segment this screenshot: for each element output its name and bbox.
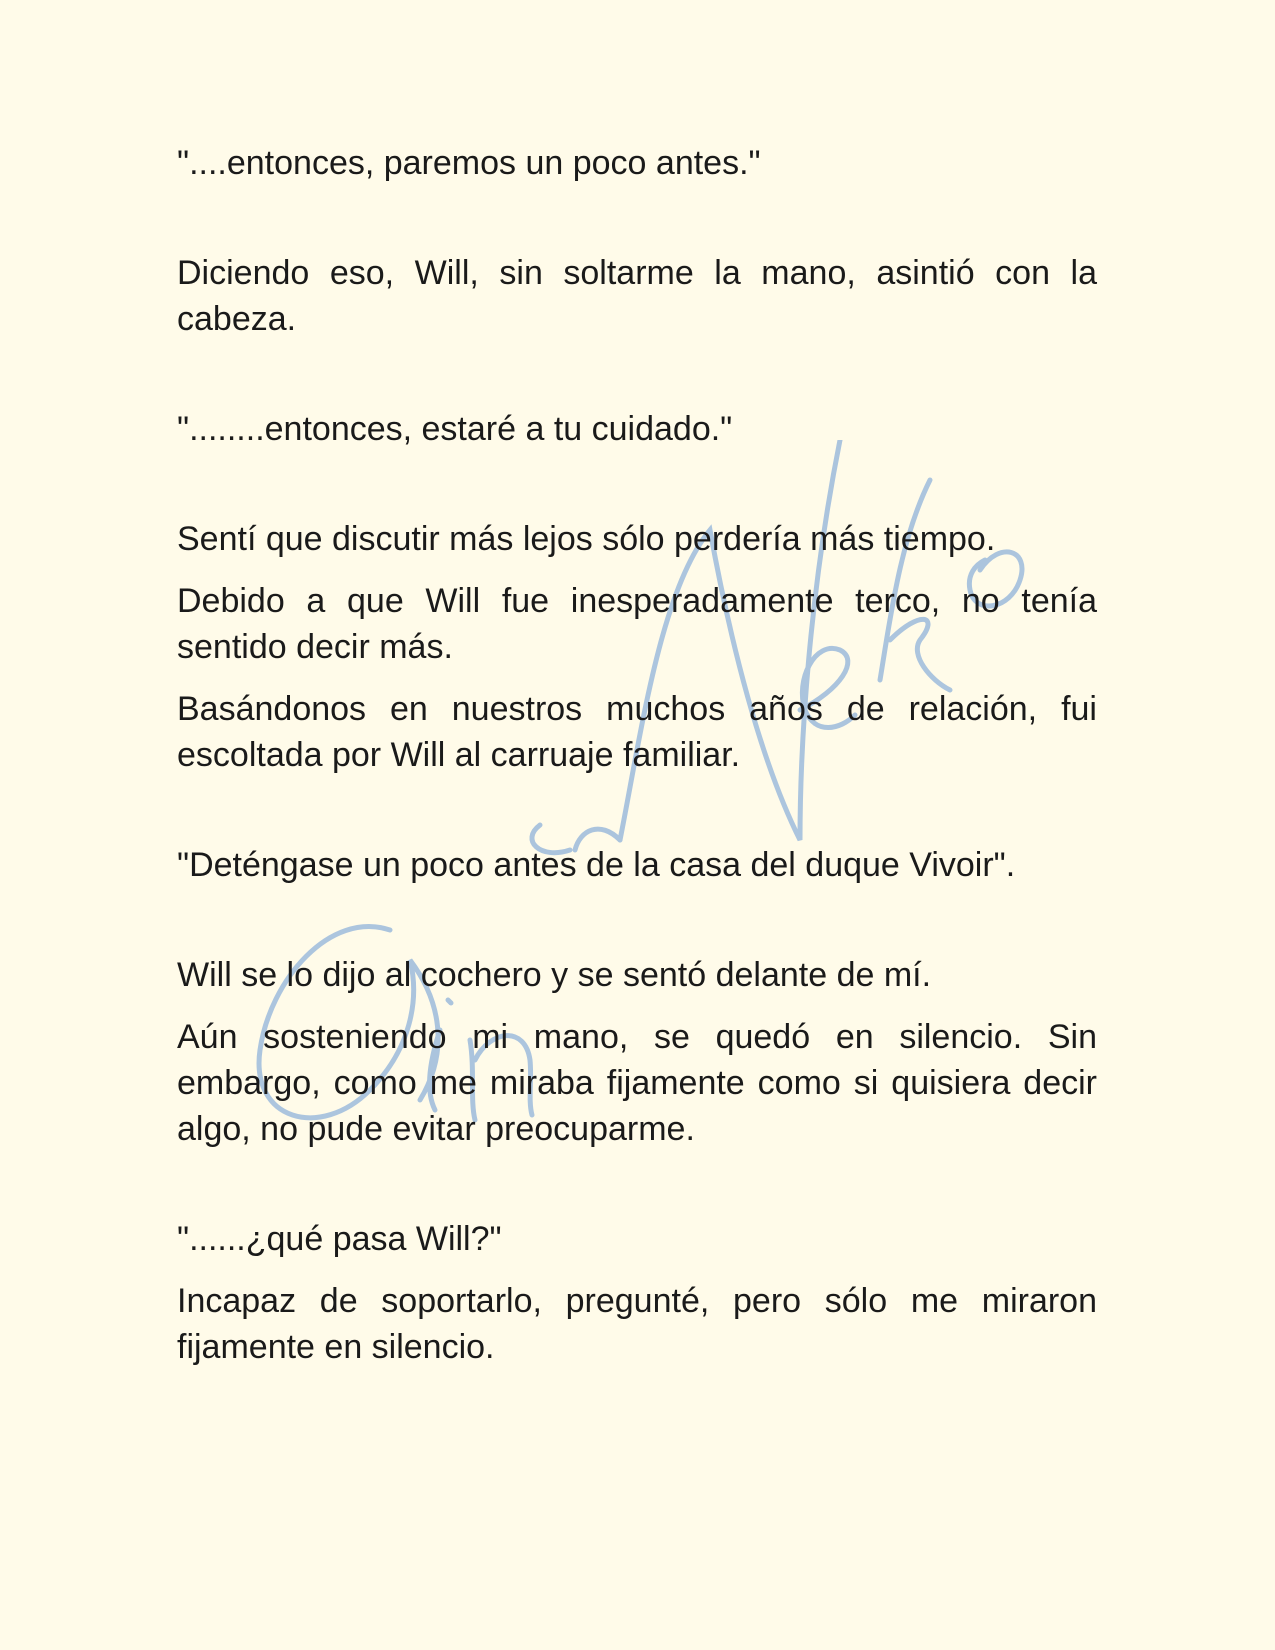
paragraph-6: Basándonos en nuestros muchos años de relación, fui escoltada por Will al carruaje familiar. bbox=[177, 690, 1097, 774]
paragraph-4: Sentí que discutir más lejos sólo perdería más tiempo. bbox=[177, 520, 996, 558]
paragraph-9: Aún sosteniendo mi mano, se quedó en silencio. Sin embargo, como me miraba fijamente como si quisiera decir algo, no pude evitar preocuparme. bbox=[177, 1018, 1097, 1148]
paragraph-11: Incapaz de soportarlo, pregunté, pero sólo me miraron fijamente en silencio. bbox=[177, 1282, 1097, 1366]
paragraph-7: "Deténgase un poco antes de la casa del duque Vivoir". bbox=[177, 846, 1016, 884]
paragraph-10: "......¿qué pasa Will?" bbox=[177, 1220, 502, 1258]
text-body bbox=[177, 140, 1097, 1386]
paragraph-2: Diciendo eso, Will, sin soltarme la mano, asintió con la cabeza. bbox=[177, 254, 1097, 338]
paragraph-8: Will se lo dijo al cochero y se sentó delante de mí. bbox=[177, 956, 932, 994]
paragraph-5: Debido a que Will fue inesperadamente terco, no tenía sentido decir más. bbox=[177, 582, 1097, 666]
paragraph-1: "....entonces, paremos un poco antes." bbox=[177, 144, 761, 182]
paragraph-3: "........entonces, estaré a tu cuidado." bbox=[177, 410, 733, 448]
